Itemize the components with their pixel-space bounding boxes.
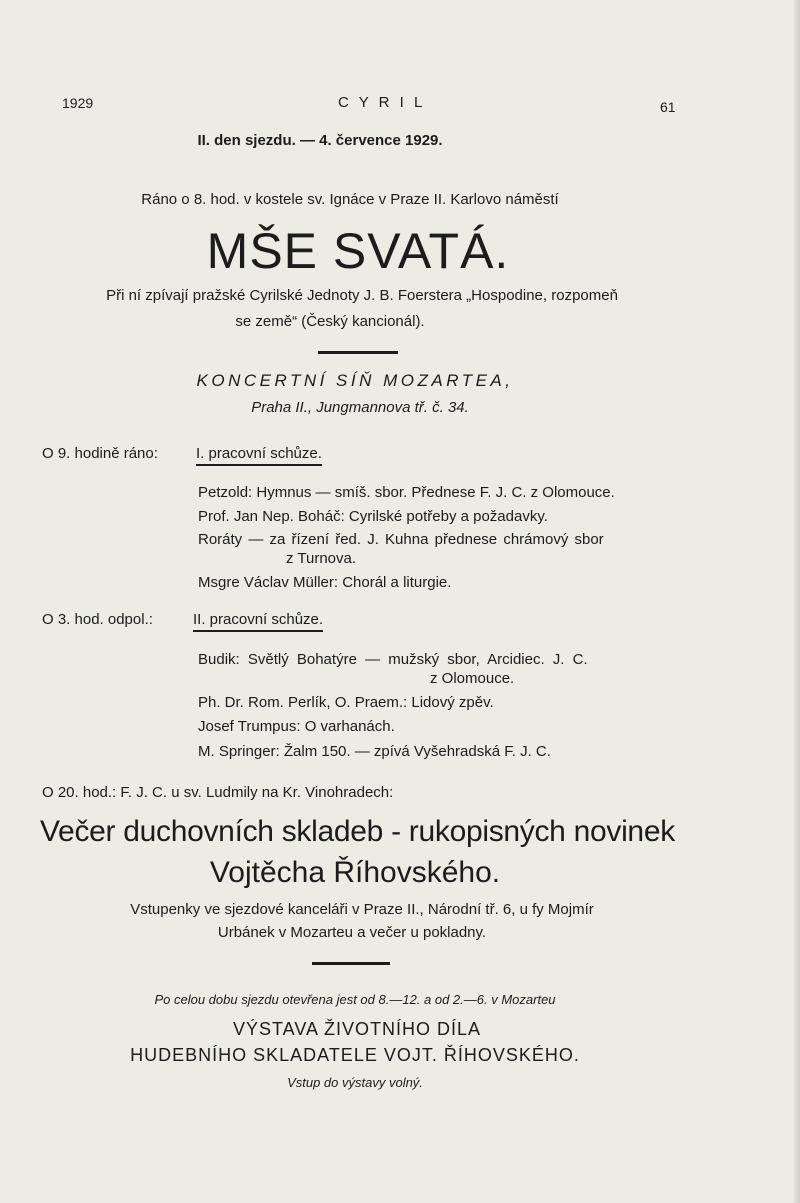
divider <box>312 962 390 965</box>
session2-item: M. Springer: Žalm 150. — zpívá Vyšehradská F. J. C. <box>198 743 551 760</box>
session2-item: z Olomouce. <box>430 670 515 687</box>
evening-time: O 20. hod.: F. J. C. u sv. Ludmily na Kr. Vinohradech: <box>42 784 394 801</box>
page-edge-shadow <box>794 0 800 1203</box>
session2-item: Ph. Dr. Rom. Perlík, O. Praem.: Lidový zpěv. <box>198 694 494 711</box>
session1-item: z Turnova. <box>286 550 357 567</box>
exhibition-title-line2: HUDEBNÍHO SKLADATELE VOJT. ŘÍHOVSKÉHO. <box>130 1045 580 1065</box>
day-heading: II. den sjezdu. — 4. července 1929. <box>197 132 443 149</box>
divider <box>318 351 398 354</box>
venue-name: KONCERTNÍ SÍŇ MOZARTEA, <box>196 371 514 390</box>
mass-desc-line2: se země“ (Český kancionál). <box>235 313 425 330</box>
session2-time: O 3. hod. odpol.: <box>42 611 153 628</box>
session1-item: Petzold: Hymnus — smíš. sbor. Přednese F. J. C. z Olomouce. <box>198 484 615 501</box>
session1-time: O 9. hodině ráno: <box>42 445 158 462</box>
session1-item: Msgre Václav Müller: Chorál a liturgie. <box>198 574 452 591</box>
mass-intro: Ráno o 8. hod. v kostele sv. Ignáce v Praze II. Karlovo náměstí <box>141 191 559 208</box>
evening-title-line1: Večer duchovních skladeb - rukopisných novinek <box>40 815 675 848</box>
header-year: 1929 <box>62 95 94 111</box>
evening-tickets-line2: Urbánek v Mozarteu a večer u pokladny. <box>217 924 487 941</box>
evening-title-line2: Vojtěcha Říhovského. <box>209 856 501 889</box>
session2-title: II. pracovní schůze. <box>193 612 323 632</box>
exhibition-hours: Po celou dobu sjezdu otevřena jest od 8.—12. a od 2.—6. v Mozarteu <box>154 992 556 1007</box>
session1-title: I. pracovní schůze. <box>196 446 322 466</box>
session1-item: Roráty — za řízení řed. J. Kuhna přednese chrámový sbor <box>198 531 604 548</box>
session1-item: Prof. Jan Nep. Boháč: Cyrilské potřeby a požadavky. <box>198 508 548 525</box>
header-title: C Y R I L <box>338 94 426 111</box>
header-page-number: 61 <box>660 99 676 115</box>
evening-tickets-line1: Vstupenky ve sjezdové kanceláři v Praze II., Národní tř. 6, u fy Mojmír <box>130 901 594 918</box>
exhibition-title-line1: VÝSTAVA ŽIVOTNÍHO DÍLA <box>232 1019 482 1039</box>
mass-desc-line1: Při ní zpívají pražské Cyrilské Jednoty J. B. Foerstera „Hospodine, rozpomeň <box>106 287 618 304</box>
session2-item: Josef Trumpus: O varhanách. <box>198 718 395 735</box>
exhibition-entry: Vstup do výstavy volný. <box>287 1075 423 1090</box>
session2-item: Budik: Světlý Bohatýre — mužský sbor, Arcidiec. J. C. <box>198 651 588 668</box>
mass-title: MŠE SVATÁ. <box>206 223 510 279</box>
venue-address: Praha II., Jungmannova tř. č. 34. <box>251 399 469 416</box>
